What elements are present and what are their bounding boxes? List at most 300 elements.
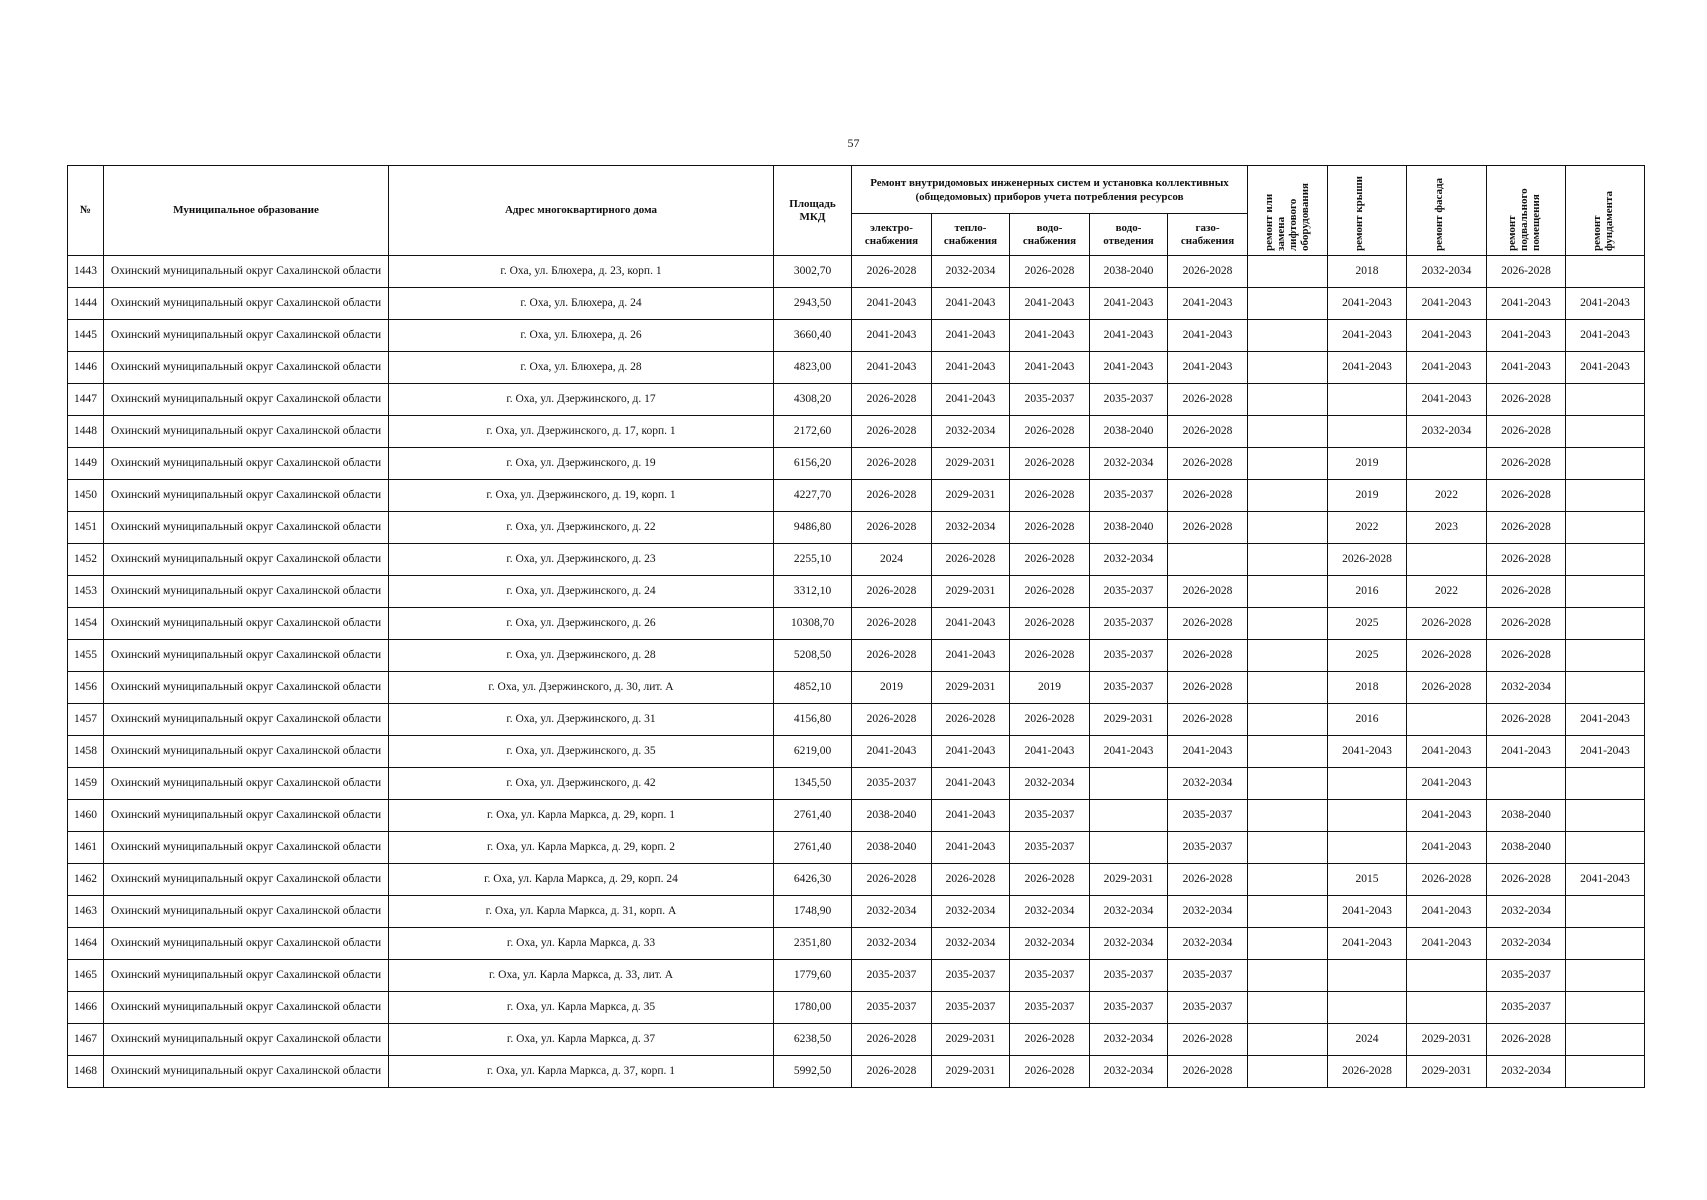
foundation-cell [1566,672,1645,704]
address-cell: г. Оха, ул. Дзержинского, д. 17, корп. 1 [389,416,774,448]
municipality-cell: Охинский муниципальный округ Сахалинской области [104,384,389,416]
area-cell: 3002,70 [774,256,852,288]
area-cell: 1779,60 [774,960,852,992]
header-facade [1407,166,1487,256]
water-supply-cell: 2035-2037 [1010,992,1090,1024]
basement-cell: 2026-2028 [1487,544,1566,576]
foundation-cell: 2041-2043 [1566,736,1645,768]
roof-cell: 2026-2028 [1328,1056,1407,1088]
water-supply-cell: 2026-2028 [1010,480,1090,512]
row-number: 1459 [68,768,104,800]
heat-cell: 2032-2034 [932,896,1010,928]
foundation-cell [1566,416,1645,448]
address-cell: г. Оха, ул. Дзержинского, д. 35 [389,736,774,768]
area-cell: 9486,80 [774,512,852,544]
basement-cell: 2038-2040 [1487,800,1566,832]
facade-cell [1407,544,1487,576]
water-supply-cell: 2035-2037 [1010,384,1090,416]
heat-cell: 2029-2031 [932,480,1010,512]
basement-cell: 2026-2028 [1487,480,1566,512]
municipality-cell: Охинский муниципальный округ Сахалинской области [104,800,389,832]
table-row [68,608,1645,640]
repair-schedule-table [67,165,1645,1088]
table-row [68,320,1645,352]
table-row [68,832,1645,864]
elevator-cell [1248,288,1328,320]
roof-cell: 2041-2043 [1328,288,1407,320]
area-cell: 4823,00 [774,352,852,384]
elevator-cell [1248,736,1328,768]
foundation-cell [1566,992,1645,1024]
electric-cell: 2026-2028 [852,448,932,480]
gas-cell: 2032-2034 [1168,928,1248,960]
roof-cell: 2016 [1328,704,1407,736]
area-cell: 2761,40 [774,832,852,864]
water-supply-cell: 2032-2034 [1010,928,1090,960]
electric-cell: 2035-2037 [852,992,932,1024]
water-supply-cell: 2026-2028 [1010,256,1090,288]
header-heat: тепло-снабжения [932,214,1010,256]
gas-cell: 2026-2028 [1168,864,1248,896]
electric-cell: 2026-2028 [852,640,932,672]
municipality-cell: Охинский муниципальный округ Сахалинской области [104,864,389,896]
roof-cell: 2018 [1328,672,1407,704]
basement-cell: 2026-2028 [1487,1024,1566,1056]
water-drain-cell: 2041-2043 [1090,736,1168,768]
water-supply-cell: 2026-2028 [1010,608,1090,640]
basement-cell: 2035-2037 [1487,960,1566,992]
address-cell: г. Оха, ул. Карла Маркса, д. 29, корп. 1 [389,800,774,832]
water-supply-cell: 2035-2037 [1010,832,1090,864]
address-cell: г. Оха, ул. Карла Маркса, д. 33 [389,928,774,960]
foundation-cell [1566,832,1645,864]
row-number: 1456 [68,672,104,704]
facade-cell: 2041-2043 [1407,736,1487,768]
area-cell: 1345,50 [774,768,852,800]
row-number: 1460 [68,800,104,832]
electric-cell: 2041-2043 [852,352,932,384]
electric-cell: 2041-2043 [852,320,932,352]
address-cell: г. Оха, ул. Дзержинского, д. 30, лит. А [389,672,774,704]
table-body [68,256,1645,1088]
roof-cell: 2019 [1328,448,1407,480]
heat-cell: 2041-2043 [932,800,1010,832]
water-drain-cell: 2032-2034 [1090,928,1168,960]
basement-cell: 2026-2028 [1487,608,1566,640]
heat-cell: 2029-2031 [932,1024,1010,1056]
row-number: 1455 [68,640,104,672]
elevator-cell [1248,928,1328,960]
header-foundation [1566,166,1645,256]
table-row [68,800,1645,832]
foundation-cell [1566,480,1645,512]
table-row [68,960,1645,992]
municipality-cell: Охинский муниципальный округ Сахалинской области [104,288,389,320]
water-supply-cell: 2041-2043 [1010,320,1090,352]
municipality-cell: Охинский муниципальный округ Сахалинской области [104,768,389,800]
municipality-cell: Охинский муниципальный округ Сахалинской области [104,576,389,608]
roof-cell: 2025 [1328,608,1407,640]
row-number: 1464 [68,928,104,960]
address-cell: г. Оха, ул. Дзержинского, д. 22 [389,512,774,544]
address-cell: г. Оха, ул. Блюхера, д. 23, корп. 1 [389,256,774,288]
municipality-cell: Охинский муниципальный округ Сахалинской области [104,1024,389,1056]
facade-cell: 2026-2028 [1407,608,1487,640]
area-cell: 1780,00 [774,992,852,1024]
water-supply-cell: 2032-2034 [1010,768,1090,800]
gas-cell: 2032-2034 [1168,768,1248,800]
roof-cell [1328,800,1407,832]
header-gas: газо-снабжения [1168,214,1248,256]
table-row [68,736,1645,768]
water-supply-cell: 2041-2043 [1010,352,1090,384]
heat-cell: 2032-2034 [932,256,1010,288]
water-drain-cell: 2035-2037 [1090,672,1168,704]
gas-cell: 2026-2028 [1168,256,1248,288]
elevator-cell [1248,512,1328,544]
elevator-cell [1248,320,1328,352]
header-address: Адрес многоквартирного дома [389,166,774,256]
municipality-cell: Охинский муниципальный округ Сахалинской области [104,256,389,288]
address-cell: г. Оха, ул. Блюхера, д. 26 [389,320,774,352]
water-drain-cell: 2041-2043 [1090,320,1168,352]
heat-cell: 2035-2037 [932,960,1010,992]
row-number: 1443 [68,256,104,288]
address-cell: г. Оха, ул. Дзержинского, д. 28 [389,640,774,672]
area-cell: 3660,40 [774,320,852,352]
electric-cell: 2026-2028 [852,608,932,640]
row-number: 1466 [68,992,104,1024]
heat-cell: 2041-2043 [932,288,1010,320]
foundation-cell [1566,896,1645,928]
water-supply-cell: 2026-2028 [1010,576,1090,608]
area-cell: 2172,60 [774,416,852,448]
water-drain-cell: 2035-2037 [1090,608,1168,640]
water-supply-cell: 2026-2028 [1010,416,1090,448]
elevator-cell [1248,352,1328,384]
electric-cell: 2026-2028 [852,576,932,608]
elevator-cell [1248,384,1328,416]
electric-cell: 2038-2040 [852,832,932,864]
water-drain-cell: 2035-2037 [1090,384,1168,416]
foundation-cell [1566,576,1645,608]
gas-cell: 2026-2028 [1168,1024,1248,1056]
row-number: 1467 [68,1024,104,1056]
elevator-cell [1248,480,1328,512]
water-supply-cell: 2026-2028 [1010,864,1090,896]
electric-cell: 2035-2037 [852,768,932,800]
gas-cell: 2041-2043 [1168,352,1248,384]
row-number: 1457 [68,704,104,736]
address-cell: г. Оха, ул. Карла Маркса, д. 37 [389,1024,774,1056]
table-row [68,704,1645,736]
address-cell: г. Оха, ул. Дзержинского, д. 24 [389,576,774,608]
foundation-cell: 2041-2043 [1566,864,1645,896]
area-cell: 5992,50 [774,1056,852,1088]
municipality-cell: Охинский муниципальный округ Сахалинской области [104,704,389,736]
table-row [68,416,1645,448]
heat-cell: 2032-2034 [932,928,1010,960]
water-drain-cell: 2032-2034 [1090,1024,1168,1056]
facade-cell: 2041-2043 [1407,352,1487,384]
facade-cell: 2023 [1407,512,1487,544]
basement-cell: 2032-2034 [1487,928,1566,960]
heat-cell: 2026-2028 [932,544,1010,576]
elevator-cell [1248,896,1328,928]
gas-cell: 2035-2037 [1168,832,1248,864]
table-row [68,576,1645,608]
facade-cell: 2029-2031 [1407,1024,1487,1056]
header-basement-text: ремонт подвального помещения [1506,187,1543,251]
water-supply-cell: 2026-2028 [1010,512,1090,544]
facade-cell [1407,992,1487,1024]
foundation-cell [1566,544,1645,576]
area-cell: 6219,00 [774,736,852,768]
gas-cell: 2026-2028 [1168,1056,1248,1088]
municipality-cell: Охинский муниципальный округ Сахалинской области [104,832,389,864]
header-basement [1487,166,1566,256]
heat-cell: 2041-2043 [932,832,1010,864]
foundation-cell [1566,768,1645,800]
water-supply-cell: 2026-2028 [1010,1024,1090,1056]
foundation-cell [1566,1024,1645,1056]
electric-cell: 2038-2040 [852,800,932,832]
water-drain-cell: 2038-2040 [1090,416,1168,448]
row-number: 1452 [68,544,104,576]
water-supply-cell: 2032-2034 [1010,896,1090,928]
gas-cell: 2026-2028 [1168,416,1248,448]
roof-cell: 2026-2028 [1328,544,1407,576]
elevator-cell [1248,416,1328,448]
address-cell: г. Оха, ул. Дзержинского, д. 19 [389,448,774,480]
header-engineering-group: Ремонт внутридомовых инженерных систем и установка коллективных (общедомовых) приборов учета потребления ресурсов [852,166,1248,214]
water-drain-cell: 2032-2034 [1090,544,1168,576]
area-cell: 4308,20 [774,384,852,416]
gas-cell: 2026-2028 [1168,640,1248,672]
foundation-cell [1566,928,1645,960]
row-number: 1449 [68,448,104,480]
heat-cell: 2026-2028 [932,704,1010,736]
elevator-cell [1248,832,1328,864]
basement-cell: 2026-2028 [1487,448,1566,480]
foundation-cell: 2041-2043 [1566,320,1645,352]
municipality-cell: Охинский муниципальный округ Сахалинской области [104,608,389,640]
row-number: 1463 [68,896,104,928]
basement-cell: 2032-2034 [1487,896,1566,928]
electric-cell: 2026-2028 [852,864,932,896]
electric-cell: 2032-2034 [852,928,932,960]
heat-cell: 2029-2031 [932,1056,1010,1088]
roof-cell: 2041-2043 [1328,352,1407,384]
foundation-cell [1566,448,1645,480]
foundation-cell [1566,1056,1645,1088]
basement-cell: 2026-2028 [1487,864,1566,896]
elevator-cell [1248,800,1328,832]
header-municipality: Муниципальное образование [104,166,389,256]
elevator-cell [1248,608,1328,640]
row-number: 1444 [68,288,104,320]
heat-cell: 2029-2031 [932,448,1010,480]
header-elevator [1248,166,1328,256]
electric-cell: 2026-2028 [852,1024,932,1056]
facade-cell: 2041-2043 [1407,384,1487,416]
heat-cell: 2032-2034 [932,512,1010,544]
electric-cell: 2026-2028 [852,416,932,448]
foundation-cell [1566,640,1645,672]
area-cell: 3312,10 [774,576,852,608]
foundation-cell: 2041-2043 [1566,288,1645,320]
area-cell: 6238,50 [774,1024,852,1056]
basement-cell: 2041-2043 [1487,320,1566,352]
basement-cell [1487,768,1566,800]
address-cell: г. Оха, ул. Карла Маркса, д. 29, корп. 2 [389,832,774,864]
gas-cell: 2041-2043 [1168,288,1248,320]
address-cell: г. Оха, ул. Карла Маркса, д. 37, корп. 1 [389,1056,774,1088]
basement-cell: 2026-2028 [1487,512,1566,544]
water-drain-cell: 2032-2034 [1090,896,1168,928]
electric-cell: 2026-2028 [852,384,932,416]
roof-cell: 2024 [1328,1024,1407,1056]
address-cell: г. Оха, ул. Дзержинского, д. 17 [389,384,774,416]
water-supply-cell: 2019 [1010,672,1090,704]
heat-cell: 2041-2043 [932,768,1010,800]
foundation-cell [1566,960,1645,992]
basement-cell: 2026-2028 [1487,416,1566,448]
gas-cell: 2026-2028 [1168,512,1248,544]
row-number: 1453 [68,576,104,608]
roof-cell: 2041-2043 [1328,896,1407,928]
heat-cell: 2041-2043 [932,640,1010,672]
elevator-cell [1248,704,1328,736]
roof-cell: 2041-2043 [1328,736,1407,768]
roof-cell: 2016 [1328,576,1407,608]
table-row [68,640,1645,672]
header-num: № [68,166,104,256]
water-supply-cell: 2041-2043 [1010,736,1090,768]
foundation-cell [1566,608,1645,640]
basement-cell: 2041-2043 [1487,352,1566,384]
roof-cell: 2019 [1328,480,1407,512]
water-drain-cell [1090,832,1168,864]
roof-cell [1328,992,1407,1024]
basement-cell: 2026-2028 [1487,704,1566,736]
roof-cell [1328,416,1407,448]
water-drain-cell: 2035-2037 [1090,640,1168,672]
facade-cell: 2041-2043 [1407,768,1487,800]
row-number: 1445 [68,320,104,352]
basement-cell: 2026-2028 [1487,576,1566,608]
heat-cell: 2032-2034 [932,416,1010,448]
elevator-cell [1248,1024,1328,1056]
address-cell: г. Оха, ул. Дзержинского, д. 19, корп. 1 [389,480,774,512]
water-drain-cell: 2029-2031 [1090,704,1168,736]
foundation-cell: 2041-2043 [1566,704,1645,736]
heat-cell: 2035-2037 [932,992,1010,1024]
address-cell: г. Оха, ул. Блюхера, д. 24 [389,288,774,320]
row-number: 1458 [68,736,104,768]
basement-cell: 2032-2034 [1487,672,1566,704]
water-drain-cell [1090,800,1168,832]
roof-cell: 2018 [1328,256,1407,288]
water-drain-cell: 2038-2040 [1090,512,1168,544]
municipality-cell: Охинский муниципальный округ Сахалинской области [104,960,389,992]
elevator-cell [1248,640,1328,672]
water-supply-cell: 2026-2028 [1010,544,1090,576]
heat-cell: 2029-2031 [932,576,1010,608]
header-elevator-text: ремонт или замена лифтового оборудования [1262,182,1311,251]
heat-cell: 2041-2043 [932,352,1010,384]
facade-cell: 2041-2043 [1407,832,1487,864]
address-cell: г. Оха, ул. Блюхера, д. 28 [389,352,774,384]
facade-cell: 2022 [1407,480,1487,512]
area-cell: 4227,70 [774,480,852,512]
row-number: 1448 [68,416,104,448]
municipality-cell: Охинский муниципальный округ Сахалинской области [104,512,389,544]
facade-cell: 2032-2034 [1407,416,1487,448]
table-row [68,544,1645,576]
table-row [68,480,1645,512]
header-facade-text: ремонт фасада [1432,177,1445,251]
facade-cell: 2041-2043 [1407,320,1487,352]
header-roof [1328,166,1407,256]
area-cell: 6156,20 [774,448,852,480]
table-row [68,512,1645,544]
area-cell: 10308,70 [774,608,852,640]
table-row [68,384,1645,416]
water-supply-cell: 2035-2037 [1010,800,1090,832]
address-cell: г. Оха, ул. Карла Маркса, д. 35 [389,992,774,1024]
gas-cell: 2026-2028 [1168,576,1248,608]
basement-cell: 2038-2040 [1487,832,1566,864]
basement-cell: 2026-2028 [1487,256,1566,288]
basement-cell: 2035-2037 [1487,992,1566,1024]
gas-cell: 2035-2037 [1168,800,1248,832]
table-row [68,1056,1645,1088]
elevator-cell [1248,992,1328,1024]
row-number: 1465 [68,960,104,992]
elevator-cell [1248,960,1328,992]
foundation-cell [1566,256,1645,288]
facade-cell [1407,448,1487,480]
area-cell: 2761,40 [774,800,852,832]
gas-cell: 2032-2034 [1168,896,1248,928]
roof-cell [1328,384,1407,416]
water-drain-cell: 2035-2037 [1090,480,1168,512]
basement-cell: 2026-2028 [1487,384,1566,416]
elevator-cell [1248,1056,1328,1088]
water-supply-cell: 2026-2028 [1010,448,1090,480]
address-cell: г. Оха, ул. Дзержинского, д. 23 [389,544,774,576]
row-number: 1462 [68,864,104,896]
water-drain-cell: 2029-2031 [1090,864,1168,896]
municipality-cell: Охинский муниципальный округ Сахалинской области [104,896,389,928]
address-cell: г. Оха, ул. Карла Маркса, д. 29, корп. 24 [389,864,774,896]
roof-cell: 2041-2043 [1328,320,1407,352]
table-row [68,864,1645,896]
area-cell: 4156,80 [774,704,852,736]
row-number: 1447 [68,384,104,416]
water-supply-cell: 2041-2043 [1010,288,1090,320]
facade-cell: 2026-2028 [1407,640,1487,672]
municipality-cell: Охинский муниципальный округ Сахалинской области [104,320,389,352]
table-row [68,1024,1645,1056]
area-cell: 2943,50 [774,288,852,320]
gas-cell: 2035-2037 [1168,960,1248,992]
table-row [68,672,1645,704]
water-drain-cell: 2041-2043 [1090,288,1168,320]
address-cell: г. Оха, ул. Дзержинского, д. 42 [389,768,774,800]
roof-cell [1328,768,1407,800]
